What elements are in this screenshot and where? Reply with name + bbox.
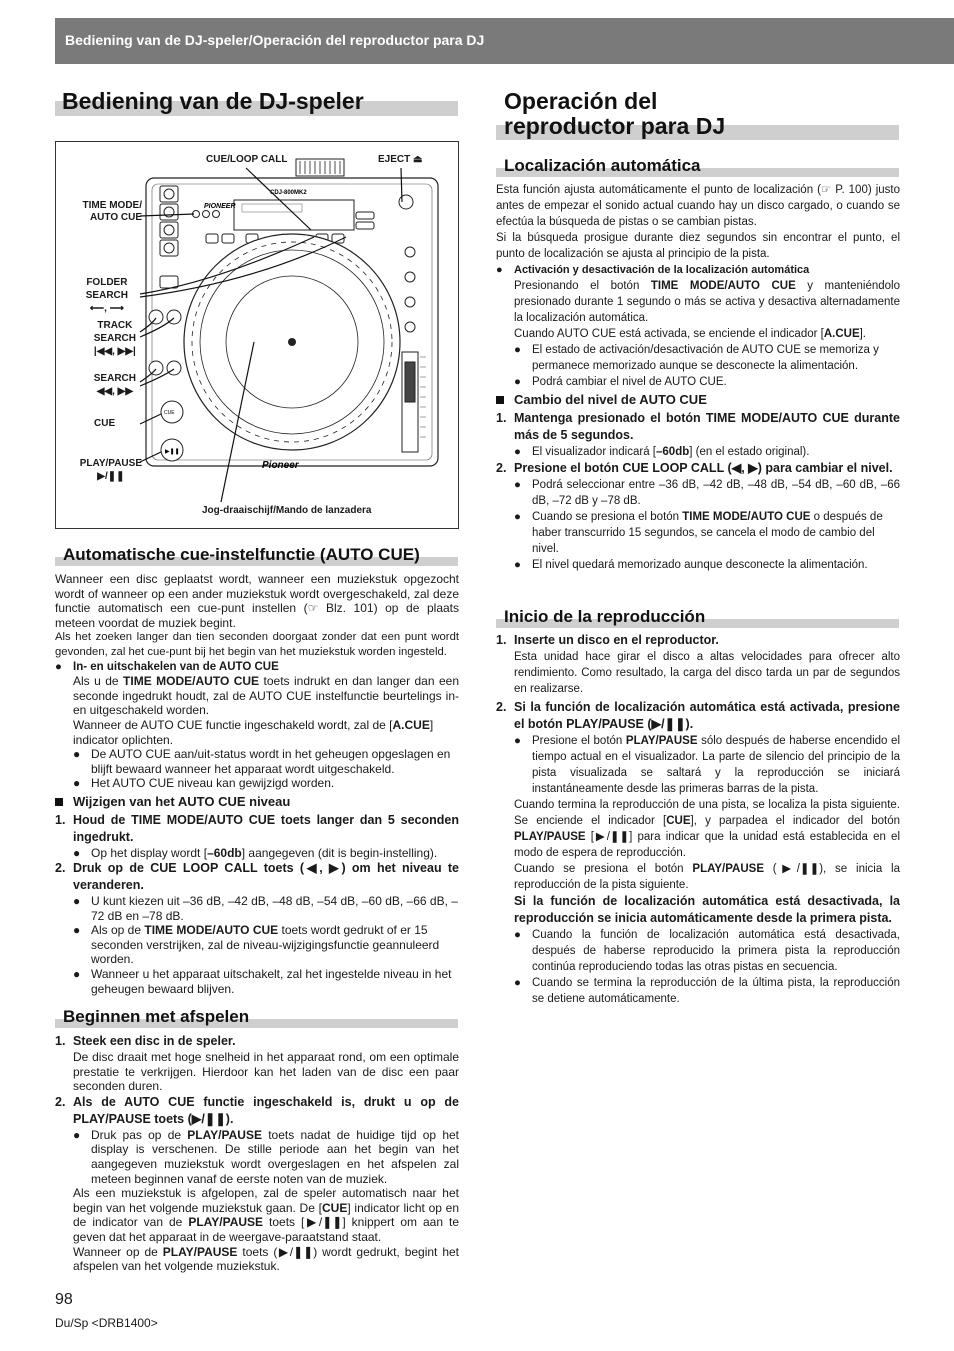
es-s1-step-2-dot-2: ● Cuando se presiona el botón TIME MODE/AUTO CUE o después de haber transcurrido 15 segundos, se cancela el modo de cambio del nivel. bbox=[514, 510, 883, 555]
es-s1-bullet-text-2: Cuando AUTO CUE está activada, se enciende el indicador [A.CUE]. bbox=[514, 328, 866, 340]
es-s2-dot-3: ● Cuando la función de localización automática está desactivada, después de haberse reproducido la primera pista la reproducción continúa reproduciendo todas las otras pistas en secuencia. bbox=[514, 929, 900, 973]
nl-s2-step-2-text-2: Wanneer op de PLAY/PAUSE toets (▶/❚❚) wordt gedrukt, begint het afspelen van het volgende muziekstuk. bbox=[73, 1244, 460, 1274]
label-eject: EJECT ⏏ bbox=[378, 154, 423, 165]
label-folder-search: FOLDER SEARCH ⟵, ⟶ bbox=[85, 277, 128, 314]
nl-s1-step-2-dot-2: ● Als op de TIME MODE/AUTO CUE toets wordt gedrukt of er 15 seconden verstrijken, zal de niveau-wijzigingsfunctie geannuleerd worden. bbox=[73, 923, 440, 967]
nl-s1-bullet-heading: ● In- en uitschakelen van de AUTO CUE bbox=[55, 660, 279, 673]
nl-s2-step-2-dot: ● Druk pas op de PLAY/PAUSE toets nadat de huidige tijd op het display is verschenen. De stille periode aan het begin van het aangegeven muziekstuk wordt overgeslagen en het afspelen zal meteen beginnen vanaf de eerste noten van de muziek. bbox=[73, 1127, 459, 1186]
es-s1-para-2: Si la búsqueda prosigue durante diez segundos sin encontrar el punto, el punto de localización se ajusta al principio de la pista. bbox=[496, 232, 900, 260]
es-s1-step-2-dot-1: ● Podrá seleccionar entre –36 dB, –42 dB, –48 dB, –54 dB, –60 dB, –66 dB, –72 dB y –78 dB. bbox=[514, 478, 900, 507]
nl-s1-para-2: Als het zoeken langer dan tien seconden doorgaat zonder dat een punt wordt gevonden, zal het cue-punt bij het begin van het muziekstuk worden ingesteld. bbox=[55, 631, 459, 658]
es-s2-text-2: Cuando se presiona el botón PLAY/PAUSE (▶/❚❚), se inicia la reproducción de la pista siguiente. bbox=[514, 863, 901, 891]
brand-logo: Pioneer bbox=[262, 460, 299, 471]
document-code: Du/Sp <DRB1400> bbox=[55, 1316, 158, 1330]
label-track-search: TRACK SEARCH |◀◀, ▶▶| bbox=[93, 320, 136, 357]
nl-s1-bullet-text: Als u de TIME MODE/AUTO CUE toets indrukt en dan langer dan een seconde ingedrukt houdt, zal de AUTO CUE instelfunctie beurtelings in- en uitgeschakeld worden. bbox=[73, 674, 460, 718]
es-s1-step-2: 2. Presione el botón CUE LOOP CALL (◀, ▶) para cambiar el nivel. bbox=[496, 460, 893, 475]
nl-s2-body bbox=[55, 1033, 459, 1274]
es-s2-text-1: Cuando termina la reproducción de una pista, se localiza la pista siguiente. Se enciende el indicador [CUE], y parpadea el indicador del botón PLAY/PAUSE [▶/❚❚] para indicar que la unidad está establecida en el modo de espera de reproducción. bbox=[514, 799, 901, 859]
es-s1-body bbox=[496, 182, 900, 573]
es-s1-step-2-dot-3: ● El nivel quedará memorizado aunque desconecte la alimentación. bbox=[514, 558, 868, 571]
cdj-figure bbox=[55, 141, 459, 529]
nl-s1-body bbox=[55, 572, 459, 996]
nl-s2-step-2-text-1: Als een muziekstuk is afgelopen, zal de speler automatisch naar het begin van het volgende muziekstuk gaan. De [CUE] indicator licht op en de indicator van de PLAY/PAUSE toets [▶/❚❚] knippert om aan te geven dat het apparaat in de weergave-paraatstand staat. bbox=[73, 1186, 459, 1244]
es-s2-step-2-dot: ● Presione el botón PLAY/PAUSE sólo después de haberse encendido el tiempo actual en el visualizador. La parte de silencio del principio de la pista visualizada se saltará y la reproducción se iniciará instantáneamente desde las primeras barras de la pista. bbox=[514, 735, 901, 795]
nl-s1-subheading: Wijzigen van het AUTO CUE niveau bbox=[55, 795, 459, 810]
es-s1-dot-2: ● Podrá cambiar el nivel de AUTO CUE. bbox=[514, 376, 727, 388]
es-page-title-l1: Operación del bbox=[504, 88, 658, 114]
nl-s1-heading: Automatische cue-instelfunctie (AUTO CUE) bbox=[63, 545, 420, 564]
nl-s1-step-1: 1. Houd de TIME MODE/AUTO CUE toets langer dan 5 seconden ingedrukt. bbox=[55, 812, 459, 844]
es-s1-para-1: Esta función ajusta automáticamente el punto de localización (☞ P. 100) justo antes de empezar el sonido actual cuando hay un disco cargado, o cuando se efectúa la búsqueda de pistas o se cambian pistas. bbox=[496, 184, 900, 228]
label-time-mode: TIME MODE/ AUTO CUE bbox=[82, 200, 142, 223]
nl-s1-step-2-dot-1: ● U kunt kiezen uit –36 dB, –42 dB, –48 dB, –54 dB, –60 dB, –66 dB, –72 dB en –78 dB. bbox=[73, 894, 458, 923]
es-s1-bullet-heading: ● Activación y desactivación de la localización automática bbox=[496, 264, 810, 276]
es-s2-body bbox=[496, 632, 900, 1007]
model-label: CDJ-800MK2 bbox=[270, 190, 307, 196]
nl-s1-para-1: Wanneer een disc geplaatst wordt, wanneer een muziekstuk opgezocht wordt of wanneer op een ander muziekstuk wordt overgeschakeld, zal deze functie automatisch een cue-punt instellen (☞ Blz. 101) op de plaats meteen voordat de muziek begint. bbox=[55, 572, 459, 630]
nl-s1-step-1-dot: ● Op het display wordt [–60db] aangegeven (dit is begin-instelling). bbox=[73, 845, 438, 860]
nl-s2-step-1-text: De disc draait met hoge snelheid in het apparaat rond, om een optimale prestatie te verkrijgen. Hierdoor kan het laden van de disc een paar seconden duren. bbox=[73, 1050, 459, 1094]
header-title: Bediening van de DJ-speler/Operación del reproductor para DJ bbox=[65, 32, 485, 48]
es-s2-heading: Inicio de la reproducción bbox=[504, 607, 706, 626]
es-s1-subheading: Cambio del nivel de AUTO CUE bbox=[496, 393, 900, 408]
label-cue: CUE bbox=[94, 418, 116, 429]
nl-s1-step-2: 2. Druk op de CUE LOOP CALL toets (◀, ▶) om het niveau te veranderen. bbox=[55, 861, 459, 893]
label-search: SEARCH ◀◀, ▶▶ bbox=[93, 373, 136, 397]
svg-text:CUE: CUE bbox=[164, 410, 175, 416]
es-s1-dot-1: ● El estado de activación/desactivación de AUTO CUE se memoriza y permanece memorizado aunque se desconecte la alimentación. bbox=[514, 344, 879, 372]
es-page-title-l2: reproductor para DJ bbox=[504, 113, 726, 139]
es-s1-heading: Localización automática bbox=[504, 156, 701, 175]
es-s1-bullet-text: Presionando el botón TIME MODE/AUTO CUE y manteniéndolo presionado durante 1 segundo o más se activa y desactiva alternadamente la localización automática. bbox=[514, 280, 900, 324]
es-s2-step-2: 2. Si la función de localización automática está activada, presione el botón PLAY/PAUSE (▶/❚❚). bbox=[496, 700, 900, 731]
page-number: 98 bbox=[55, 1291, 73, 1308]
es-s2-dot-4: ● Cuando se termina la reproducción de la última pista, la reproducción se detiene automáticamente. bbox=[514, 977, 900, 1005]
label-jog-wheel: Jog-draaischijf/Mando de lanzadera bbox=[202, 505, 372, 516]
nl-s2-step-1: 1. Steek een disc in de speler. bbox=[55, 1034, 236, 1048]
header-bar bbox=[55, 18, 954, 64]
nl-s1-dot-1: ● De AUTO CUE aan/uit-status wordt in het geheugen opgeslagen en blijft bewaard wanneer het apparaat wordt uitgeschakeld. bbox=[73, 747, 451, 776]
es-s1-step-1: 1. Mantenga presionado el botón TIME MODE/AUTO CUE durante más de 5 segundos. bbox=[496, 410, 900, 442]
label-play-pause: PLAY/PAUSE ▶/❚❚ bbox=[79, 458, 142, 482]
es-s2-bold-para: Si la función de localización automática está desactivada, la reproducción se inicia automáticamente desde la primera pista. bbox=[514, 894, 900, 925]
label-cue-loop-call: CUE/LOOP CALL bbox=[206, 154, 288, 165]
svg-text:▶❚❚: ▶❚❚ bbox=[165, 449, 180, 455]
nl-s1-bullet-text-2: Wanneer de AUTO CUE functie ingeschakeld wordt, zal de [A.CUE] indicator oplichten. bbox=[73, 717, 434, 747]
es-s1-step-1-dot: ● El visualizador indicará [–60db] (en el estado original). bbox=[514, 445, 810, 458]
svg-text:PIONEER: PIONEER bbox=[204, 203, 236, 210]
es-s2-step-1: 1. Inserte un disco en el reproductor. bbox=[496, 633, 719, 647]
nl-s1-dot-2: ● Het AUTO CUE niveau kan gewijzigd worden. bbox=[73, 776, 335, 791]
nl-s2-heading: Beginnen met afspelen bbox=[63, 1007, 250, 1026]
es-s2-step-1-text: Esta unidad hace girar el disco a altas velocidades para ofrecer alto rendimiento. Como resultado, la carga del disco tarda un par de segundos en realizarse. bbox=[514, 651, 900, 695]
nl-page-title: Bediening van de DJ-speler bbox=[62, 88, 364, 114]
nl-s2-step-2: 2. Als de AUTO CUE functie ingeschakeld is, drukt u op de PLAY/PAUSE toets (▶/❚❚). bbox=[55, 1094, 459, 1126]
nl-s1-step-2-dot-3: ● Wanneer u het apparaat uitschakelt, zal het ingestelde niveau in het geheugen bewaard blijven. bbox=[73, 967, 452, 996]
